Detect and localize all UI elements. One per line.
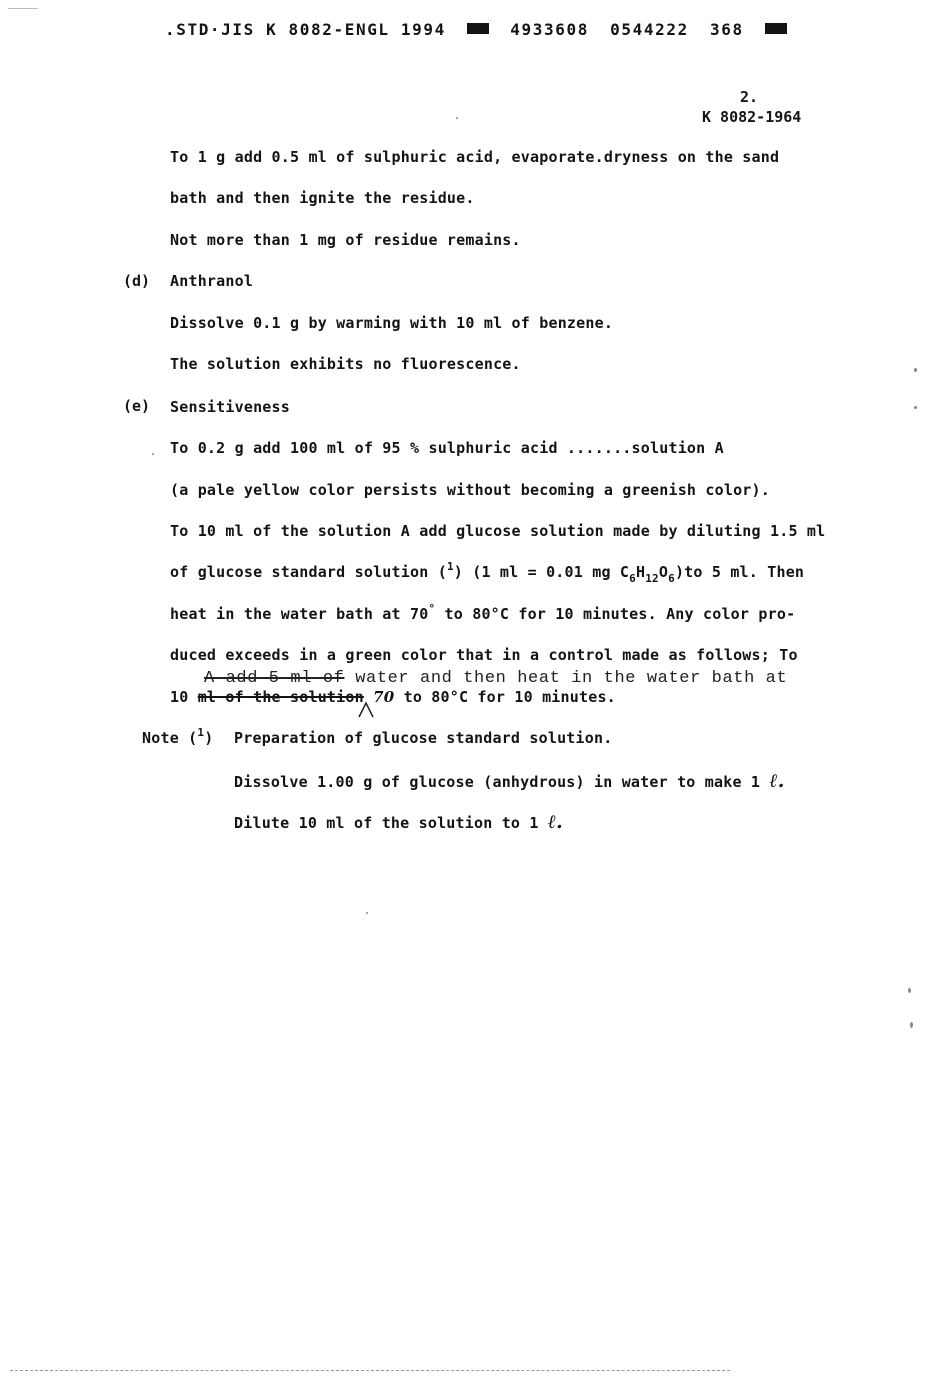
note-line-1-text: Dissolve 1.00 g of glucose (anhydrous) in water to make 1 [234, 773, 761, 791]
footnote-ref-1: 1 [446, 560, 454, 573]
insert-text: water and then heat in the water bath at [344, 669, 788, 688]
section-d-title: Anthranol [170, 272, 254, 290]
section-e-label: (e) [123, 397, 151, 415]
residue-line-3: Not more than 1 mg of residue remains. [170, 231, 521, 249]
note-label [142, 726, 214, 747]
note-label-pre: Note ( [142, 729, 198, 747]
section-d-line-2: The solution exhibits no fluorescence. [170, 355, 521, 373]
handwritten-temperature: 70 [373, 688, 395, 706]
section-e-line-5-pre: heat in the water bath at 70 [170, 605, 429, 623]
note-line-1 [234, 770, 785, 793]
litre-unit-1: ℓ. [769, 770, 785, 792]
section-d-line-1: Dissolve 0.1 g by warming with 10 ml of benzene. [170, 314, 614, 332]
formula-sub-h: 12 [645, 572, 659, 585]
scan-speck [914, 406, 917, 409]
scan-speck [908, 988, 911, 993]
typed-correction-insert [204, 669, 787, 688]
section-e-line-3: To 10 ml of the solution A add glucose solution made by diluting 1.5 ml [170, 522, 826, 540]
formula-h: H [635, 563, 646, 581]
scan-speck [152, 453, 154, 455]
scan-speck [914, 368, 917, 372]
section-e-line-2: (a pale yellow color persists without becoming a greenish color). [170, 481, 770, 499]
section-e-line-6: duced exceeds in a green color that in a control made as follows; To [170, 646, 798, 664]
litre-unit-2: ℓ. [547, 811, 563, 833]
header-code-1: 4933608 [510, 20, 589, 39]
section-e-line-4-pre: of glucose standard solution ( [170, 563, 447, 581]
handwritten-degree: ° [428, 602, 436, 615]
formula-o: O [658, 563, 669, 581]
note-line-2 [234, 811, 563, 834]
section-e-line-7-pre: 10 [170, 688, 198, 706]
formula-sub-o: 6 [668, 572, 675, 585]
note-title: Preparation of glucose standard solution. [234, 729, 613, 747]
section-e-title: Sensitiveness [170, 398, 290, 416]
section-e-line-5-post: to 80°C for 10 minutes. Any color pro- [435, 605, 796, 623]
header-block-mark-end [765, 23, 787, 34]
header-doc-id: .STD·JIS K 8082-ENGL 1994 [165, 20, 446, 39]
header-code-3: 368 [710, 20, 744, 39]
struck-solution-text: ml of the solution [197, 688, 364, 706]
formula-sub-c: 6 [629, 572, 636, 585]
residue-line-1: To 1 g add 0.5 ml of sulphuric acid, evaporate.dryness on the sand [170, 148, 780, 166]
note-number: 1 [197, 726, 205, 739]
header-code-2: 0544222 [610, 20, 689, 39]
scan-speck [366, 912, 368, 914]
section-e-line-4 [170, 560, 805, 585]
section-e-line-1: To 0.2 g add 100 ml of 95 % sulphuric acid .......solution A [170, 439, 724, 457]
scan-edge-bottom [10, 1370, 730, 1371]
document-reference: K 8082-1964 [702, 108, 802, 126]
section-e-line-4-mid: ) (1 ml = 0.01 mg C [453, 563, 630, 581]
scan-speck [910, 1022, 913, 1028]
residue-line-2: bath and then ignite the residue. [170, 189, 475, 207]
page-number: 2. [740, 88, 759, 106]
section-e-line-7-post: to 80°C for 10 minutes. [394, 688, 616, 706]
scan-speck [456, 117, 458, 119]
document-header [165, 20, 797, 39]
section-e-line-4-post: )to 5 ml. Then [674, 563, 805, 581]
header-block-mark [467, 23, 489, 34]
note-label-post: ) [204, 729, 214, 747]
section-e-line-7 [170, 688, 616, 706]
scan-edge-mark [8, 8, 38, 9]
note-line-2-text: Dilute 10 ml of the solution to 1 [234, 814, 539, 832]
insertion-caret-mark [358, 700, 374, 718]
struck-insert-text: A add 5 ml of [204, 669, 345, 688]
section-d-label: (d) [123, 272, 151, 290]
section-e-line-5 [170, 602, 796, 623]
